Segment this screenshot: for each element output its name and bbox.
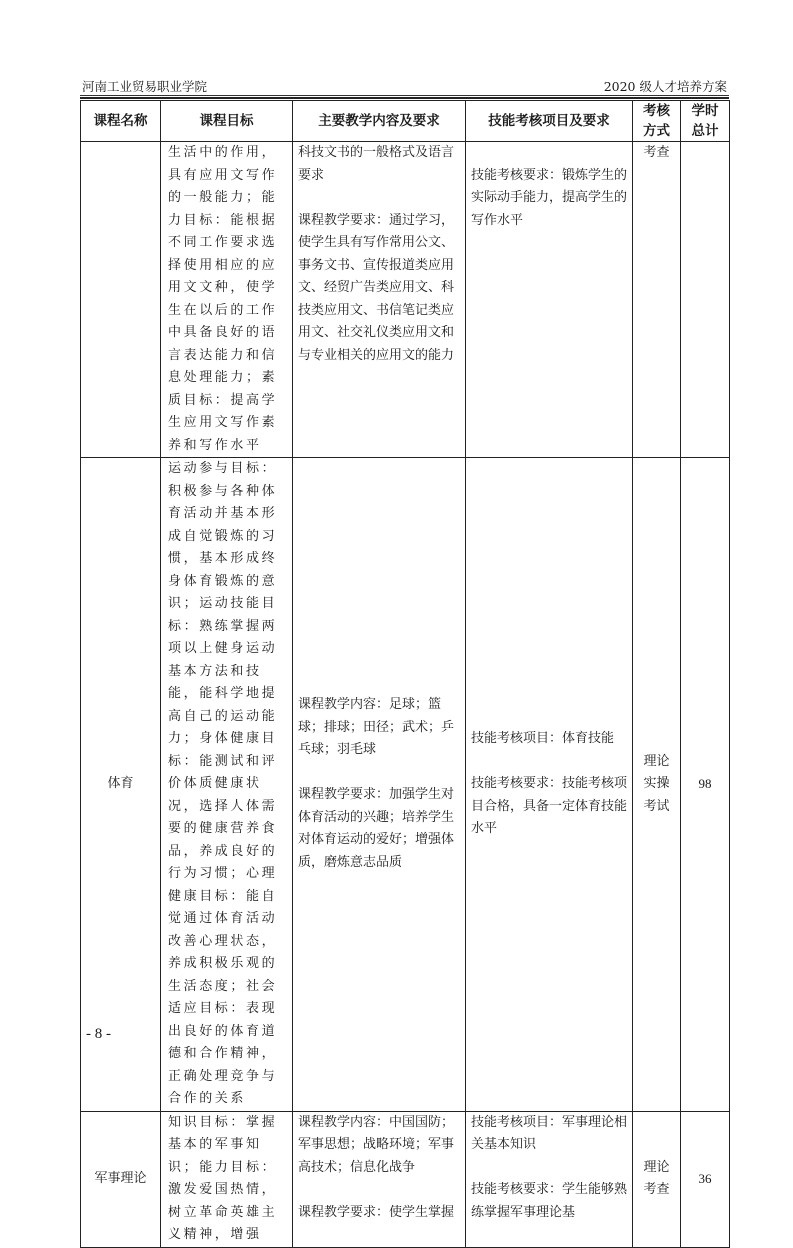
col-header-hours [681, 101, 730, 142]
exam-method-cell: 理论实操考试 [633, 458, 681, 1112]
hours-cell [681, 142, 730, 458]
goal-cell: 生活中的作用，具有应用文写作的一般能力；能力目标：能根据不同工作要求选择使用相应的应用文文种，使学生在以后的工作中具备良好的语言表达能力和信息处理能力；素质目标：提高学生应用文写作素养和写作水平 [161, 142, 293, 458]
skills-cell [466, 1111, 633, 1247]
content-cell [293, 142, 466, 458]
content-paragraph: 课程教学内容：中国国防；军事思想；战略环境；军事高技术；信息化战争 [298, 1114, 455, 1175]
content-paragraph: 课程教学要求：加强学生对体育活动的兴趣；培养学生对体育运动的爱好；增强体质，磨炼意志品质 [298, 787, 455, 870]
content-paragraph: 科技文书的一般格式及语言要求 [298, 145, 455, 183]
table-row [81, 142, 730, 458]
content-paragraph: 课程教学内容：足球；篮球；排球；田径；武术；乒乓球；羽毛球 [298, 697, 455, 758]
skills-cell [466, 458, 633, 1112]
table-row [81, 1111, 730, 1247]
course-table [80, 100, 730, 1248]
header-rule-thick [80, 97, 729, 99]
hours-cell: 36 [681, 1111, 730, 1247]
course-name-cell: 体育 [81, 458, 161, 1112]
document-title: 2020 级人才培养方案 [603, 79, 727, 94]
col-header-content: 主要教学内容及要求 [293, 101, 466, 142]
course-name-cell: 军事理论 [81, 1111, 161, 1247]
exam-method-line-1: 考核 [643, 103, 670, 119]
col-header-goal: 课程目标 [161, 101, 293, 142]
skills-paragraph: 技能考核项目：军事理论相关基本知识 [471, 1114, 628, 1152]
content-paragraph: 课程教学要求：通过学习，使学生具有写作常用公文、事务文书、宣传报道类应用文、经贸广告类应用文、科技类应用文、书信笔记类应用文、社交礼仪类应用文和与专业相关的应用文的能力 [298, 212, 455, 363]
col-header-course-name: 课程名称 [81, 101, 161, 142]
header-rule [80, 95, 729, 96]
hours-line-2: 总计 [691, 123, 719, 139]
page-number: - 8 - [86, 1026, 111, 1042]
skills-paragraph: 技能考核要求：技能考核项目合格，具备一定体育技能水平 [471, 776, 628, 836]
exam-method-line-2: 方式 [643, 123, 670, 139]
skills-cell [466, 142, 633, 458]
skills-paragraph: 技能考核要求：锻炼学生的实际动手能力，提高学生的写作水平 [471, 167, 628, 228]
table-header-row [81, 101, 730, 142]
content-paragraph: 课程教学要求：使学生掌握 [298, 1204, 455, 1220]
skills-paragraph: 技能考核要求：学生能够熟练掌握军事理论基 [471, 1182, 628, 1220]
hours-cell: 98 [681, 458, 730, 1112]
exam-method-cell: 理论考查 [633, 1111, 681, 1247]
content-cell [293, 458, 466, 1112]
institution-name: 河南工业贸易职业学院 [82, 79, 208, 94]
goal-cell: 知识目标：掌握基本的军事知识；能力目标：激发爱国热情，树立革命英雄主义精神，增强 [161, 1111, 293, 1247]
table-row [81, 458, 730, 1112]
col-header-exam-method [633, 101, 681, 142]
goal-cell: 运动参与目标：积极参与各种体育活动并基本形成自觉锻炼的习惯，基本形成终身体育锻炼的意识；运动技能目标：熟练掌握两项以上健身运动基本方法和技能，能科学地提高自己的运动能力；身体健康目标：能测试和评价体质健康状况，选择人体需要的健康营养食品，养成良好的行为习惯；心理健康目标：能自觉通过体育活动改善心理状态，养成积极乐观的生活态度；社会适应目标：表现出良好的体育道德和合作精神，正确处理竞争与合作的关系 [161, 458, 293, 1112]
exam-method-cell: 考查 [633, 142, 681, 458]
course-name-cell [81, 142, 161, 458]
hours-line-1: 学时 [691, 103, 719, 119]
content-cell [293, 1111, 466, 1247]
col-header-skills: 技能考核项目及要求 [466, 101, 633, 142]
skills-paragraph: 技能考核项目：体育技能 [471, 731, 615, 746]
